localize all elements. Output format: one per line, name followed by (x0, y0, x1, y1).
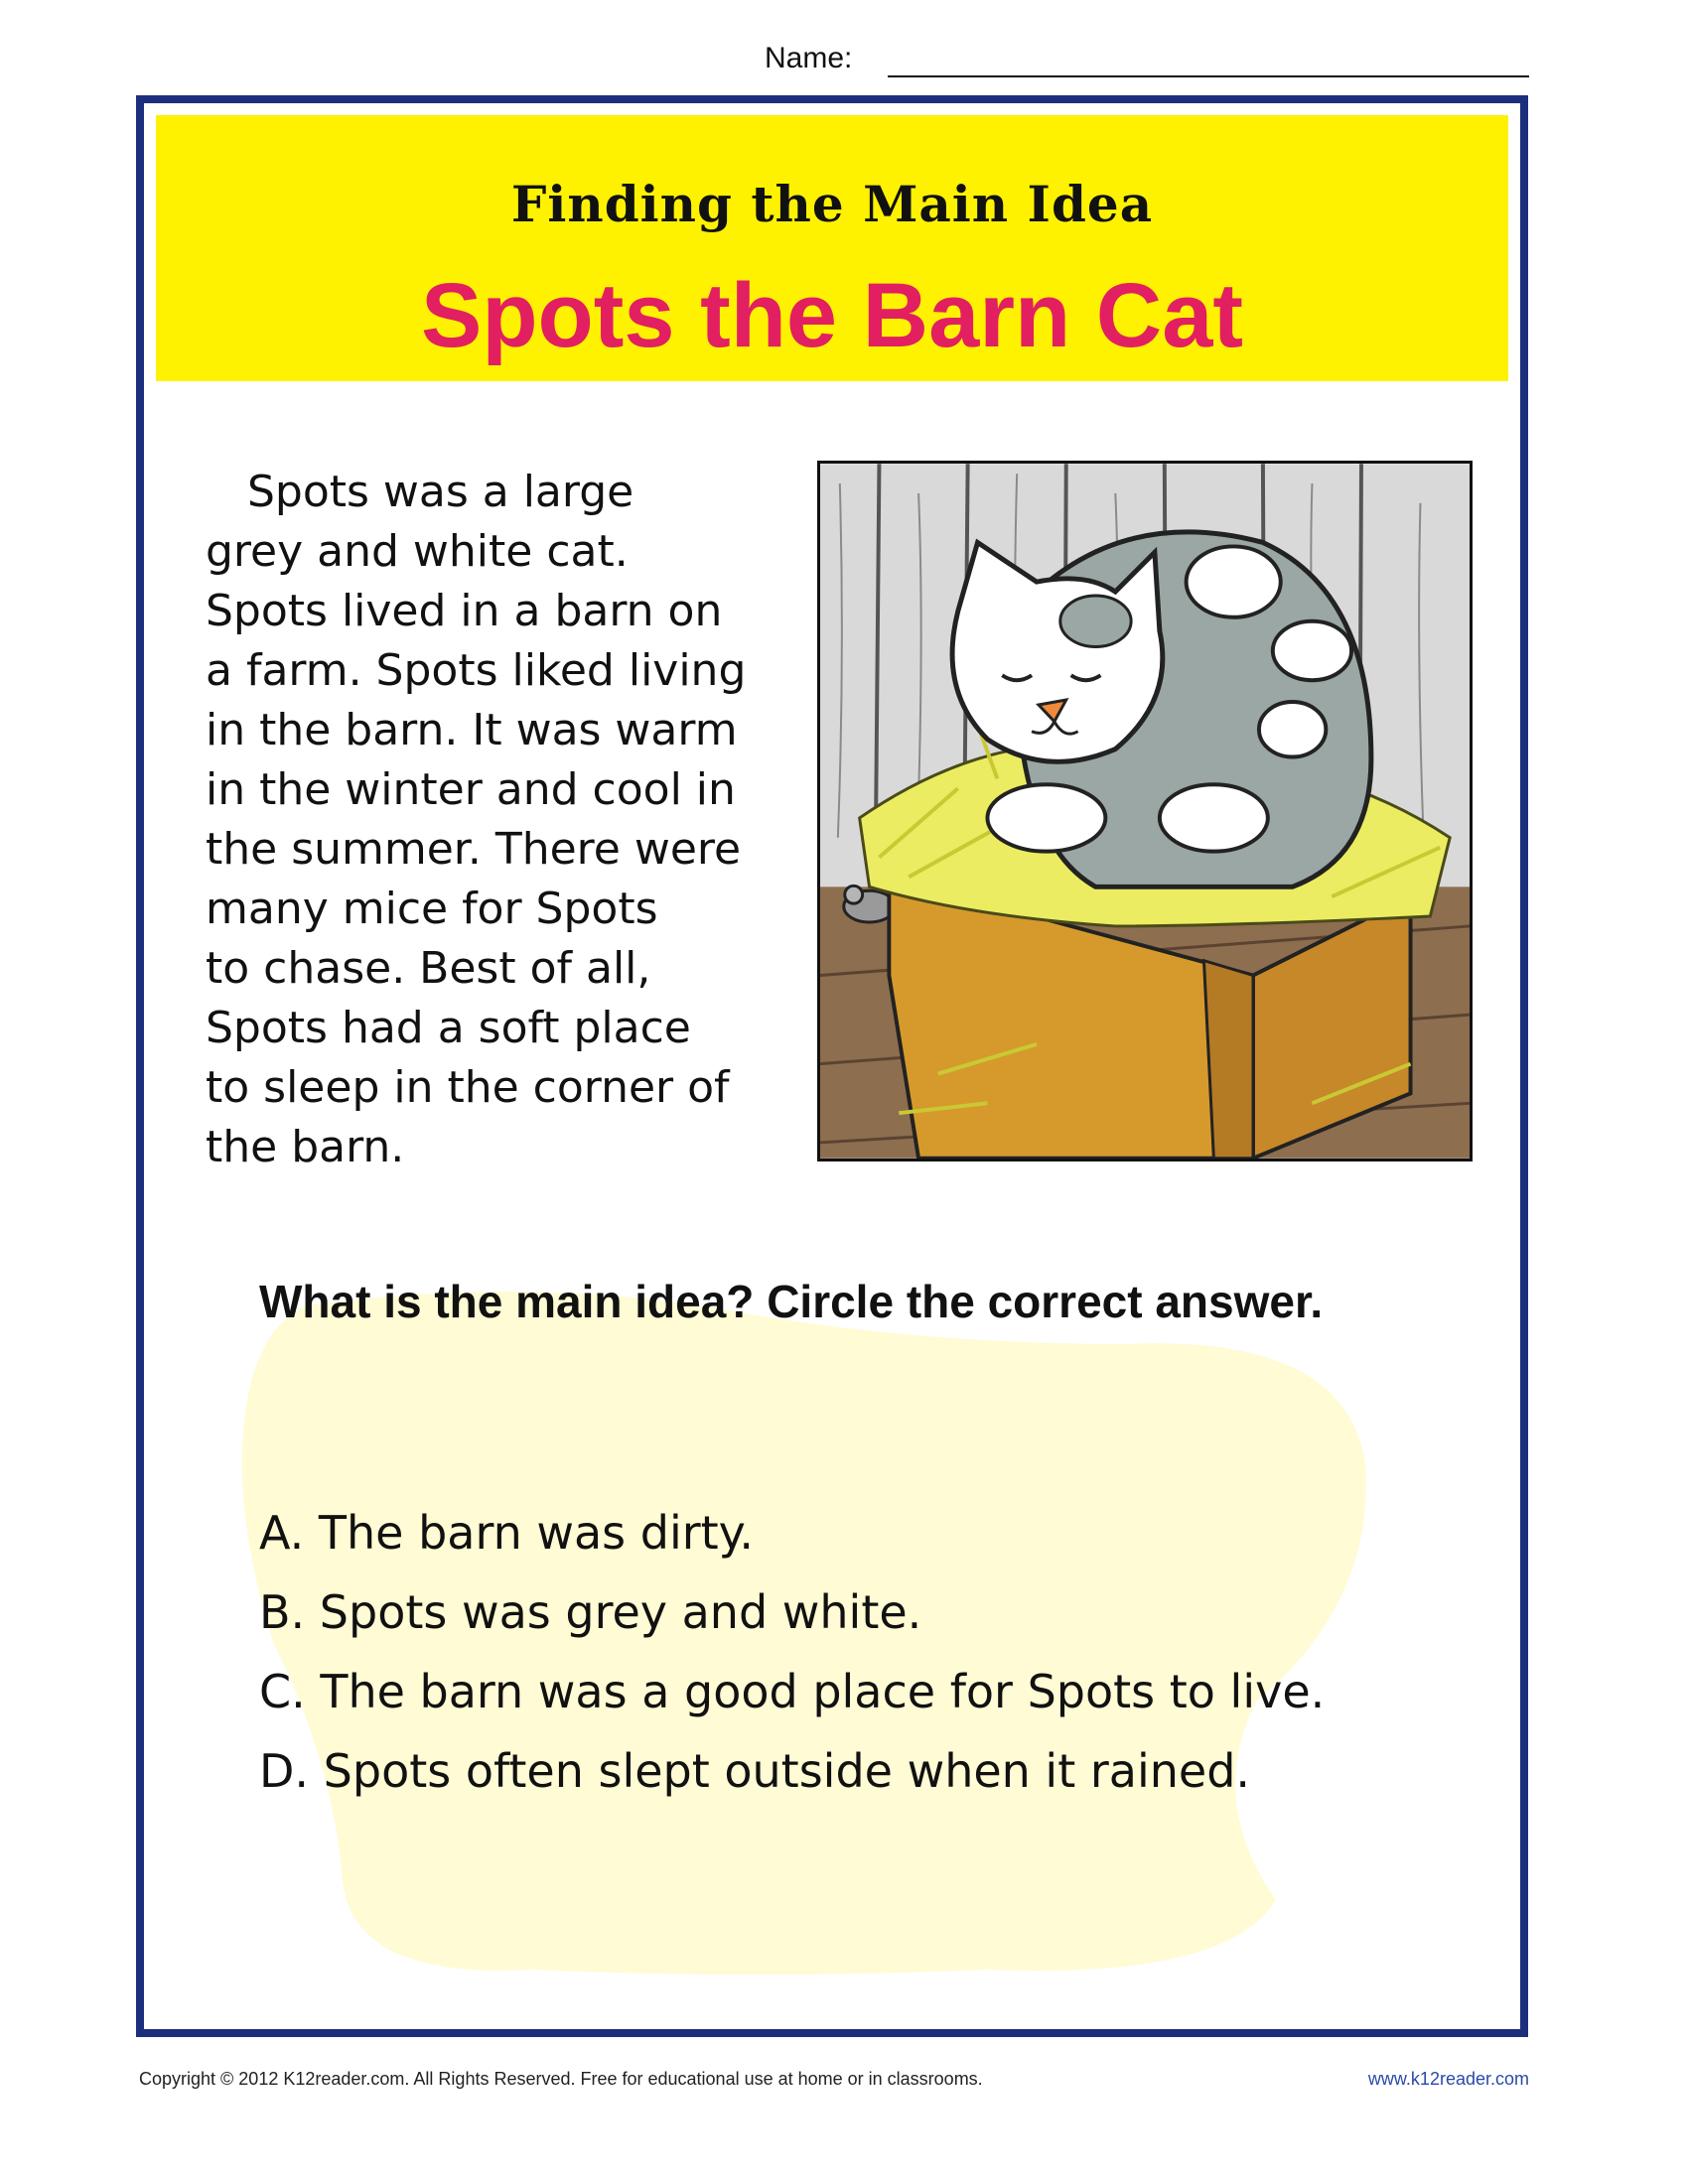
passage-line: Spots had a soft place (206, 1003, 691, 1053)
passage-line: the summer. There were (206, 824, 742, 875)
header-banner (156, 115, 1508, 381)
passage-line: Spots was a large (206, 467, 634, 517)
reading-passage (206, 463, 821, 1177)
answer-option-c[interactable]: C. The barn was a good place for Spots to live. (259, 1665, 1326, 1718)
sleeping-cat-illustration (817, 461, 1473, 1161)
copyright-notice: Copyright © 2012 K12reader.com. All Rights Reserved. Free for educational use at home or in classrooms. (139, 2069, 983, 2089)
passage-line: the barn. (206, 1122, 405, 1172)
website-link[interactable]: www.k12reader.com (1367, 2069, 1529, 2089)
answer-options (259, 1493, 1500, 1811)
answer-option-b[interactable]: B. Spots was grey and white. (259, 1585, 922, 1639)
passage-line: to sleep in the corner of (206, 1062, 730, 1113)
answer-option-d[interactable]: D. Spots often slept outside when it rained. (259, 1744, 1251, 1798)
name-field (765, 42, 1529, 81)
passage-line: Spots lived in a barn on (206, 586, 723, 636)
name-write-line[interactable] (888, 75, 1529, 77)
passage-line: grey and white cat. (206, 526, 629, 577)
question-prompt: What is the main idea? Circle the correct answer. (259, 1276, 1324, 1327)
passage-line: to chase. Best of all, (206, 943, 651, 994)
worksheet-frame (136, 95, 1528, 2037)
passage-line: in the winter and cool in (206, 764, 736, 815)
cat-drawing (820, 464, 1470, 1159)
story-title: Spots the Barn Cat (420, 265, 1244, 366)
worksheet-subtitle: Finding the Main Idea (510, 175, 1154, 233)
passage-line: in the barn. It was warm (206, 705, 738, 755)
name-label: Name: (765, 42, 853, 74)
answer-option-a[interactable]: A. The barn was dirty. (259, 1506, 754, 1560)
passage-line: a farm. Spots liked living (206, 645, 747, 696)
passage-line: many mice for Spots (206, 884, 658, 934)
